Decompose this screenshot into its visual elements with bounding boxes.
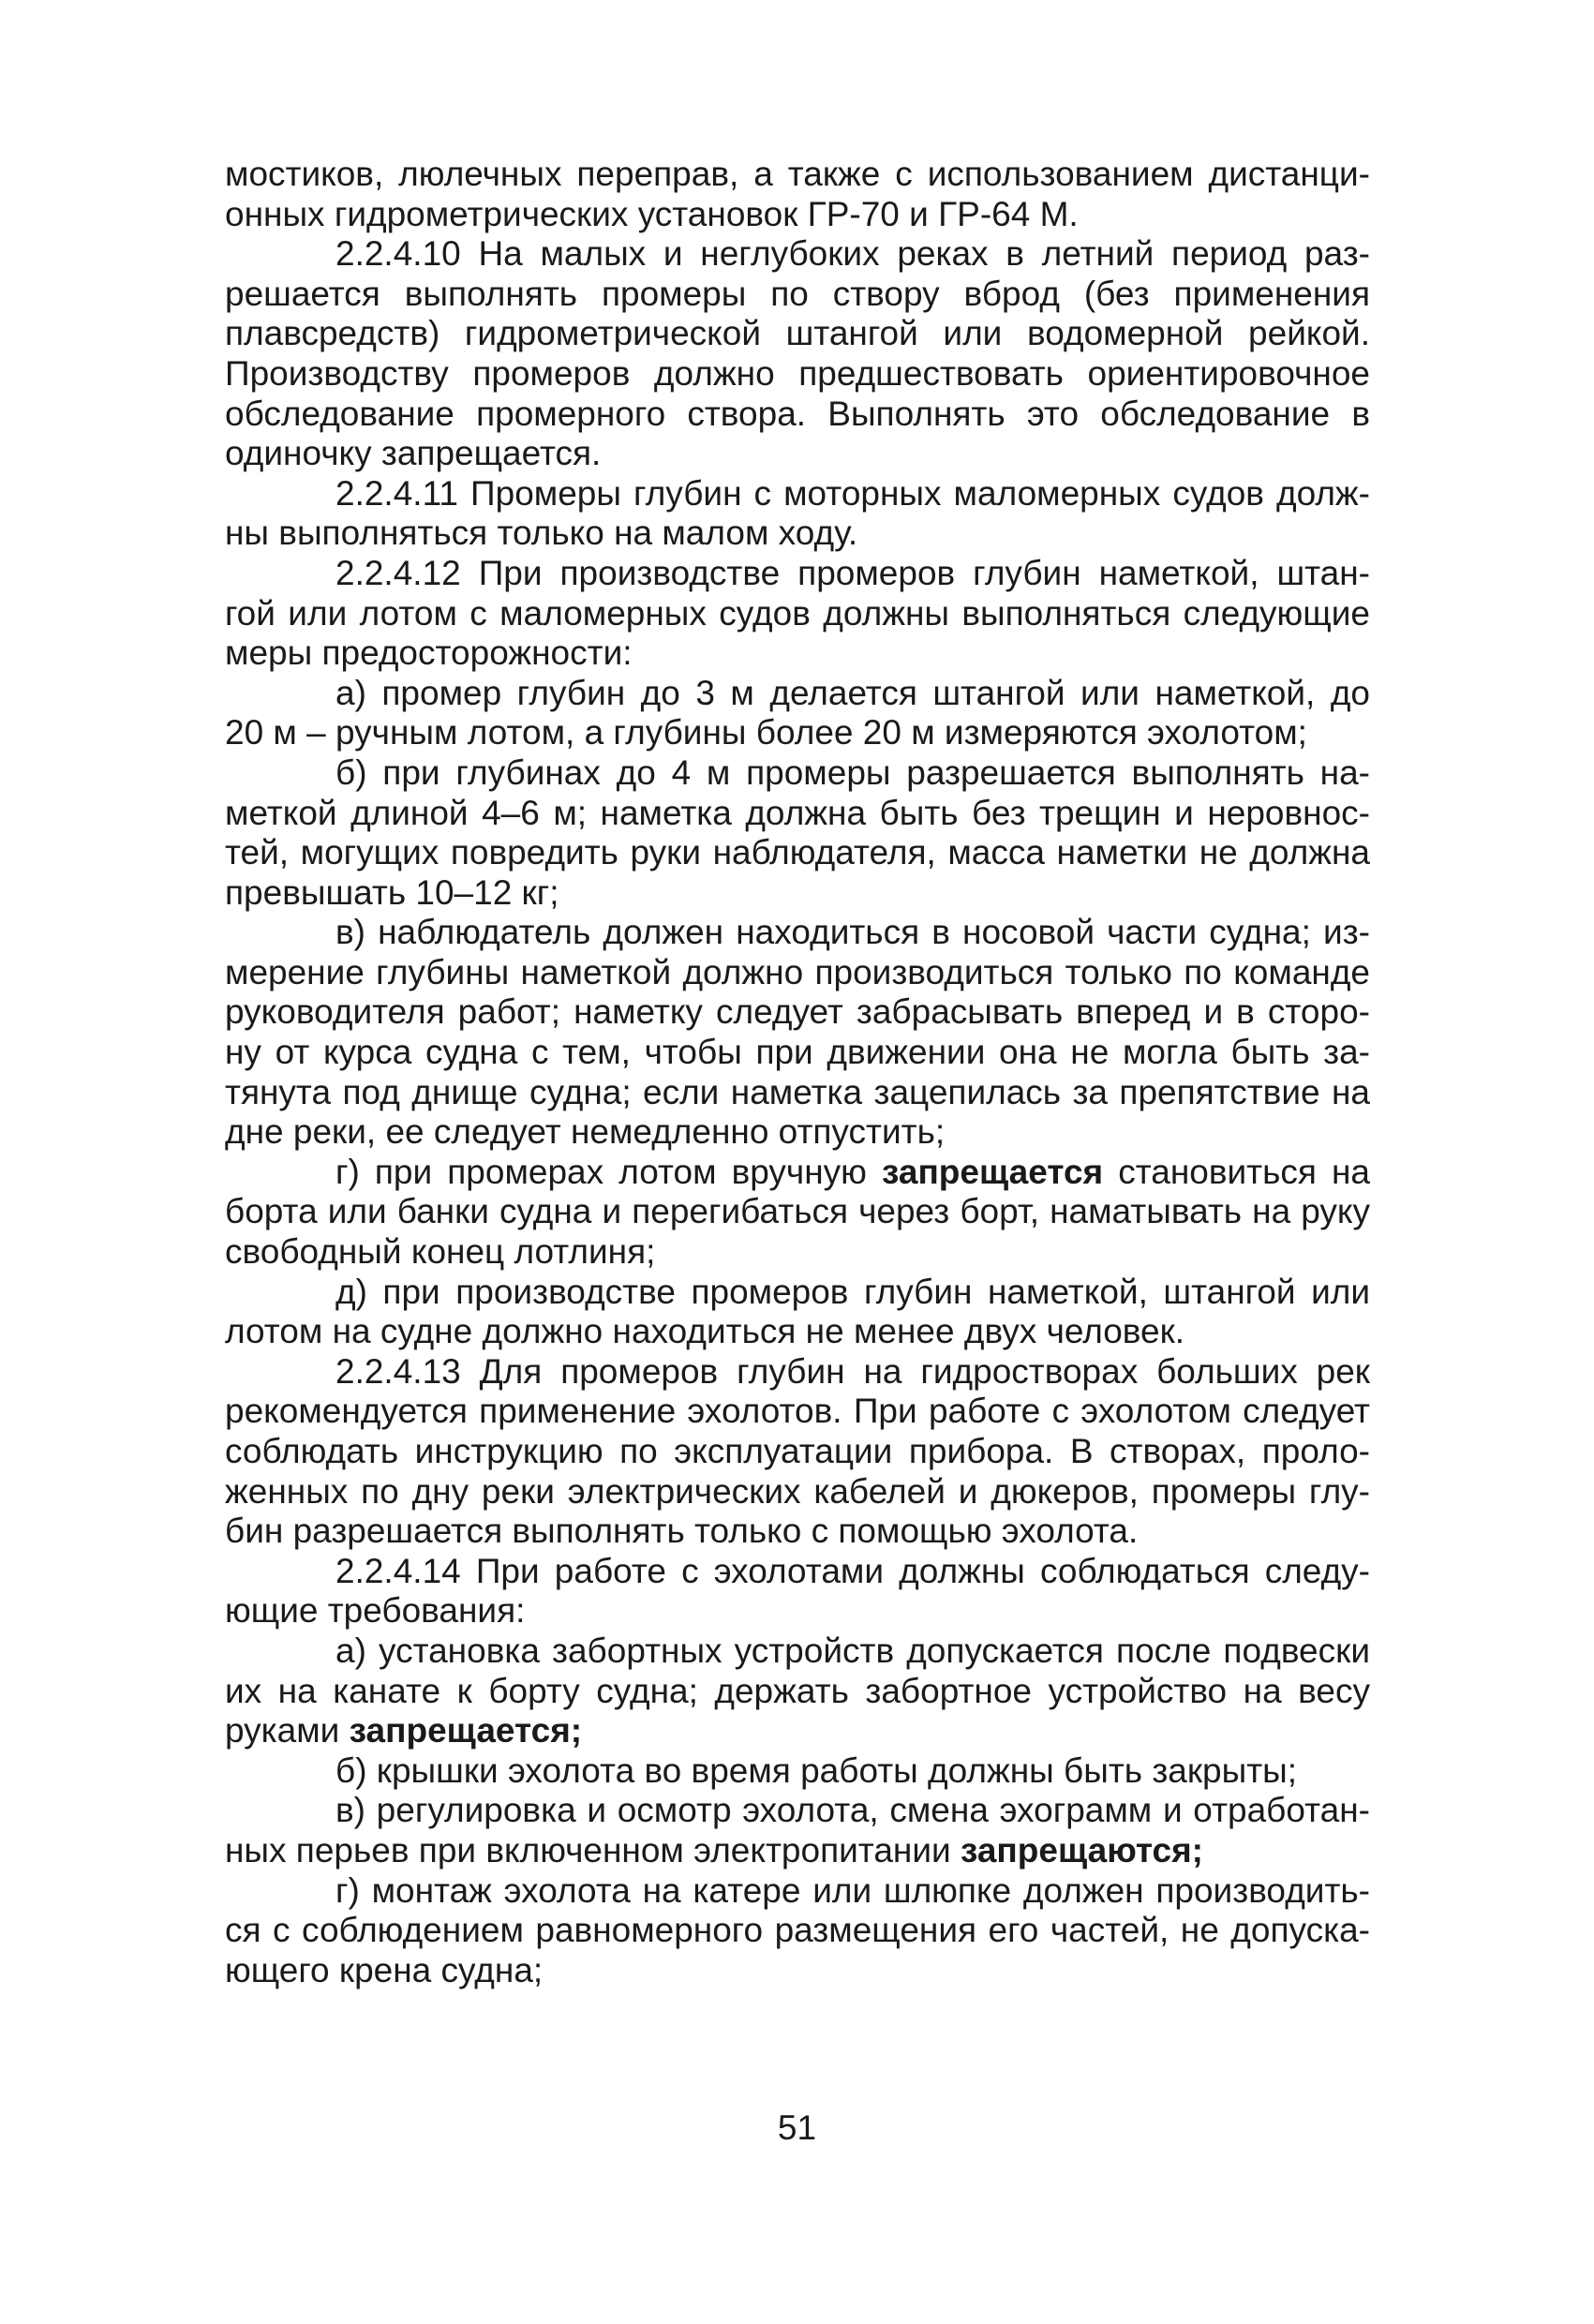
text-run: г) при промерах лотом вручную [335,1152,882,1191]
text-line: бин разрешается выполнять только с помощью эхолота. [225,1512,1139,1551]
text-line: б) крышки эхолота во время работы должны быть закрыты; [335,1750,1298,1790]
text-line: 20 м – ручным лотом, а глубины более 20 м измеряются эхолотом; [225,713,1307,752]
text-line: ны выполняться только на малом ходу. [225,514,858,553]
text-line: мерение глубины наметкой должно производиться только по команде [225,952,1370,991]
text-line: одиночку запрещается. [225,434,602,473]
text-line: б) при глубинах до 4 м промеры разрешается выполнять на- [335,752,1370,792]
text-line: ся с соблюдением равномерного размещения его частей, не допуска- [225,1911,1370,1950]
text-line: 2.2.4.11 Промеры глубин с моторных маломерных судов долж- [335,473,1370,513]
text-line: превышать 10–12 кг; [225,872,559,912]
text-line: дне реки, ее следует немедленно отпустить; [225,1112,946,1152]
text-line: г) монтаж эхолота на катере или шлюпке должен производить- [335,1870,1370,1910]
text-line: ющие требования: [225,1591,526,1631]
text-line: 2.2.4.14 При работе с эхолотами должны соблюдаться следу- [335,1551,1370,1590]
text-line: 2.2.4.13 Для промеров глубин на гидростворах больших рек [335,1351,1370,1391]
text-line: ющего крена судна; [225,1950,544,1989]
text-line: 2.2.4.12 При производстве промеров глубин наметкой, штан- [335,553,1370,592]
text-line: лотом на судне должно находиться не менее двух человек. [225,1312,1185,1351]
text-run: ных перьев при включенном электропитании [225,1830,961,1870]
text-line: мостиков, люлечных переправ, а также с использованием дистанци- [225,155,1370,193]
bold-warning: запрещается; [349,1711,583,1750]
text-line: борта или банки судна и перегибаться через борт, наматывать на руку [225,1192,1370,1231]
text-run: руками [225,1711,350,1750]
text-line: онных гидрометрических установок ГР-70 и ГР-64 М. [225,194,1079,233]
text-line: руководителя работ; наметку следует забрасывать вперед и в сторо- [225,992,1370,1032]
text-line: в) регулировка и осмотр эхолота, смена эхограмм и отработан- [335,1791,1370,1830]
text-line: а) промер глубин до 3 м делается штангой или наметкой, до [335,673,1370,712]
text-line: свободный конец лотлиня; [225,1232,656,1272]
text-line: их на канате к борту судна; держать забортное устройство на весу [225,1671,1370,1710]
text-line: 2.2.4.10 На малых и неглубоких реках в летний период раз- [335,234,1370,274]
text-line [225,1153,1370,1193]
text-line: решается выполнять промеры по створу вброд (без применения [225,274,1370,313]
text-line: меткой длиной 4–6 м; наметка должна быть без трещин и неровнос- [225,793,1370,832]
text-line: д) при производстве промеров глубин наметкой, штангой или [335,1272,1370,1311]
text-line: тянута под днище судна; если наметка зацепилась за препятствие на [225,1072,1370,1111]
text-line: а) установка забортных устройств допускается после подвески [335,1631,1370,1670]
bold-warning: запрещаются; [960,1830,1204,1870]
text-line: ну от курса судна с тем, чтобы при движении она не могла быть за- [225,1033,1370,1072]
text-run: становиться на [1103,1152,1371,1191]
page-number: 51 [777,2108,817,2147]
text-line: рекомендуется применение эхолотов. При работе с эхолотом следует [225,1392,1370,1431]
text-line: соблюдать инструкцию по эксплуатации прибора. В створах, проло- [225,1432,1370,1470]
text-line: плавсредств) гидрометрической штангой или водомерной рейкой. [225,314,1370,353]
text-line: гой или лотом с маломерных судов должны выполняться следующие [225,593,1370,633]
bold-warning: запрещается [881,1152,1104,1191]
text-line: тей, могущих повредить руки наблюдателя, масса наметки не должна [225,833,1370,872]
text-line: женных по дну реки электрических кабелей и дюкеров, промеры глу- [225,1471,1370,1511]
text-line: обследование промерного створа. Выполнять это обследование в [225,394,1370,433]
text-line: меры предосторожности: [225,633,633,673]
text-line [225,1831,1370,1871]
text-line [225,1711,1370,1751]
page-body [225,155,1370,1990]
text-line: Производству промеров должно предшествовать ориентировочное [225,353,1370,393]
text-line: в) наблюдатель должен находиться в носовой части судна; из- [335,913,1370,952]
